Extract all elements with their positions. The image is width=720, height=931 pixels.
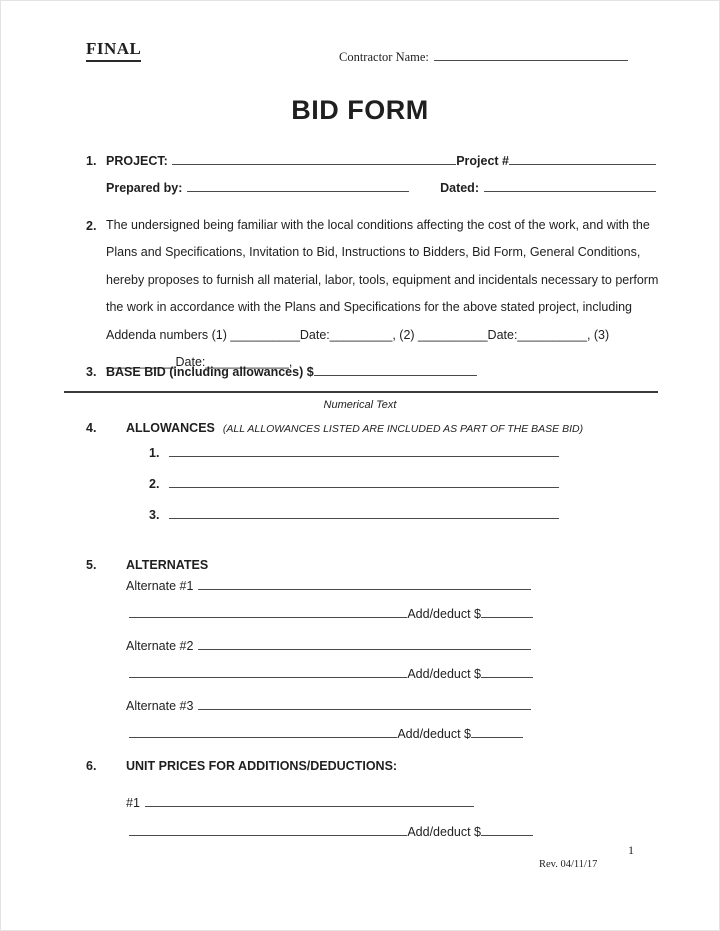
paragraph-line: Plans and Specifications, Invitation to Bid, Instructions to Bidders, Bid Form, General Conditions, <box>106 245 641 260</box>
paragraph-line: Addenda numbers (1) __________Date:_________, (2) __________Date:__________, (3) <box>106 327 610 342</box>
alternate-label: Alternate #1 <box>126 579 194 593</box>
unit-price-1-amount-field[interactable] <box>481 823 533 836</box>
final-stamp: FINAL <box>86 39 141 62</box>
alternate-2-description-field[interactable] <box>198 637 531 650</box>
alternate-row <box>126 637 531 654</box>
section6-number: 6. <box>86 759 97 773</box>
allowances-note: (ALL ALLOWANCES LISTED ARE INCLUDED AS PART OF THE BASE BID) <box>222 423 584 435</box>
dated-label: Dated: <box>440 181 479 195</box>
paragraph-line: __________Date:____________, <box>106 354 293 369</box>
alternate-row <box>126 697 531 714</box>
section3-base-bid-row <box>86 363 656 380</box>
allowance-item-row <box>149 475 559 492</box>
add-deduct-row <box>129 725 523 742</box>
section2-number: 2. <box>86 219 97 233</box>
page-title: BID FORM <box>291 95 429 125</box>
allowance-item-number: 2. <box>149 477 160 491</box>
section4-header <box>86 420 656 437</box>
paragraph-line: The undersigned being familiar with the local conditions affecting the cost of the work, and with the <box>106 218 650 232</box>
dated-field[interactable] <box>484 179 656 192</box>
prepared-by-label: Prepared by: <box>106 181 183 195</box>
allowance-item-row <box>149 444 559 461</box>
add-deduct-label: Add/deduct $ <box>407 825 481 839</box>
section5-number: 5. <box>86 558 97 572</box>
project-number-field[interactable] <box>509 152 656 165</box>
section1-project-row <box>86 152 656 169</box>
add-deduct-row <box>129 665 533 682</box>
contractor-name-field[interactable] <box>434 48 628 61</box>
unit-prices-title: UNIT PRICES FOR ADDITIONS/DEDUCTIONS: <box>126 759 398 773</box>
paragraph-line: hereby proposes to furnish all material, labor, tools, equipment and incidentals necessary to perform <box>106 272 659 287</box>
alternate-3-description-continued-field[interactable] <box>129 725 397 738</box>
unit-price-item-row <box>126 794 474 811</box>
base-bid-label: BASE BID (including allowances) $ <box>106 365 314 379</box>
contractor-name-label: Contractor Name: <box>339 50 429 64</box>
project-number-label: Project # <box>456 154 509 168</box>
add-deduct-label: Add/deduct $ <box>397 727 471 741</box>
alternates-title: ALTERNATES <box>126 558 209 572</box>
add-deduct-row <box>129 823 533 840</box>
alternate-1-amount-field[interactable] <box>481 605 533 618</box>
paragraph-line: the work in accordance with the Plans and Specifications for the above stated project, including <box>106 300 633 315</box>
alternate-1-description-continued-field[interactable] <box>129 605 407 618</box>
alternate-2-amount-field[interactable] <box>481 665 533 678</box>
revision-date-label: Rev. 04/11/17 <box>539 859 598 870</box>
alternate-label: Alternate #3 <box>126 699 194 713</box>
allowance-item-number: 1. <box>149 446 160 460</box>
page-number: 1 <box>628 843 634 857</box>
alternate-3-description-field[interactable] <box>198 697 531 710</box>
alternate-label: Alternate #2 <box>126 639 194 653</box>
allowance-item-row <box>149 506 559 523</box>
section6-header <box>86 758 656 774</box>
allowance-item-number: 3. <box>149 508 160 522</box>
allowance-2-field[interactable] <box>169 475 559 488</box>
add-deduct-label: Add/deduct $ <box>407 667 481 681</box>
add-deduct-label: Add/deduct $ <box>407 607 481 621</box>
allowance-1-field[interactable] <box>169 444 559 457</box>
unit-price-1-description-field[interactable] <box>145 794 474 807</box>
project-name-field[interactable] <box>172 152 456 165</box>
prepared-by-field[interactable] <box>187 179 409 192</box>
section-divider-line <box>64 391 658 393</box>
contractor-name-row <box>339 48 628 65</box>
project-label: PROJECT: <box>106 154 168 168</box>
add-deduct-row <box>129 605 533 622</box>
section4-number: 4. <box>86 421 97 435</box>
allowances-title: ALLOWANCES <box>126 421 215 435</box>
section1-number: 1. <box>86 154 97 168</box>
section1-prepared-row <box>106 179 656 196</box>
numerical-text-label: Numerical Text <box>323 399 397 411</box>
alternate-row <box>126 577 531 594</box>
alternate-1-description-field[interactable] <box>198 577 531 590</box>
unit-price-item-label: #1 <box>126 796 140 810</box>
section2-paragraph <box>106 218 659 382</box>
allowance-3-field[interactable] <box>169 506 559 519</box>
base-bid-amount-field[interactable] <box>314 363 477 376</box>
unit-price-1-description-continued-field[interactable] <box>129 823 407 836</box>
alternate-3-amount-field[interactable] <box>471 725 523 738</box>
section5-header <box>86 557 656 573</box>
section3-number: 3. <box>86 365 97 379</box>
alternate-2-description-continued-field[interactable] <box>129 665 407 678</box>
